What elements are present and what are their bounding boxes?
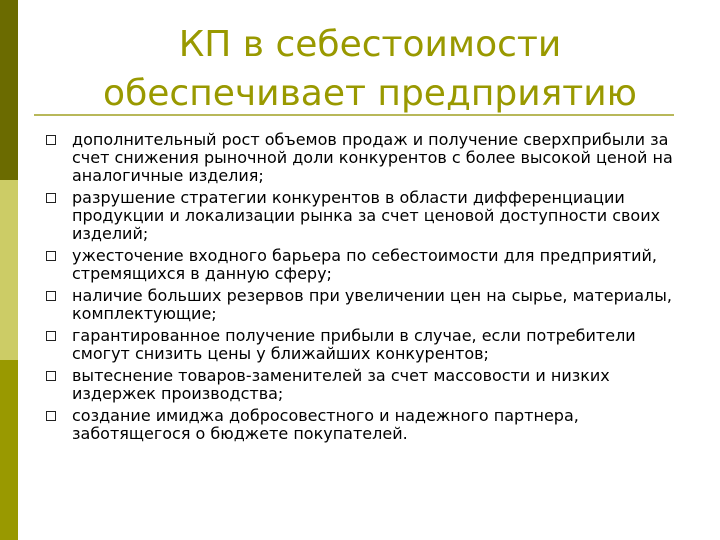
- square-bullet-icon: [46, 371, 56, 381]
- square-bullet-icon: [46, 251, 56, 261]
- list-item-text: дополнительный рост объемов продаж и получение сверхприбыли за счет снижения рыночной доли конкурентов с более высокой ценой на аналогичные изделия;: [72, 130, 673, 185]
- list-item-text: разрушение стратегии конкурентов в области дифференциации продукции и локализации рынка за счет ценовой доступности своих изделий;: [72, 188, 661, 243]
- slide-title: [30, 20, 710, 118]
- list-item-text: создание имиджа добросовестного и надежного партнера, заботящегося о бюджете покупателей.: [72, 406, 579, 443]
- list-item: [46, 131, 686, 185]
- title-line-1: КП в себестоимости: [178, 24, 562, 65]
- title-line-2: обеспечивает предприятию: [103, 73, 637, 114]
- square-bullet-icon: [46, 411, 56, 421]
- list-item: [46, 407, 686, 443]
- title-divider: [34, 114, 674, 116]
- bullet-list: [46, 131, 686, 447]
- list-item: [46, 367, 686, 403]
- side-stripe-light: [0, 180, 18, 360]
- square-bullet-icon: [46, 193, 56, 203]
- side-stripe-olive: [0, 360, 18, 540]
- list-item: [46, 327, 686, 363]
- list-item-text: вытеснение товаров-заменителей за счет массовости и низких издержек производства;: [72, 366, 610, 403]
- list-item: [46, 287, 686, 323]
- list-item: [46, 189, 686, 243]
- list-item: [46, 247, 686, 283]
- side-stripe-dark: [0, 0, 18, 180]
- square-bullet-icon: [46, 135, 56, 145]
- square-bullet-icon: [46, 331, 56, 341]
- list-item-text: гарантированное получение прибыли в случае, если потребители смогут снизить цены у ближайших конкурентов;: [72, 326, 636, 363]
- square-bullet-icon: [46, 291, 56, 301]
- list-item-text: наличие больших резервов при увеличении цен на сырье, материалы, комплектующие;: [72, 286, 672, 323]
- list-item-text: ужесточение входного барьера по себестоимости для предприятий, стремящихся в данную сферу;: [72, 246, 657, 283]
